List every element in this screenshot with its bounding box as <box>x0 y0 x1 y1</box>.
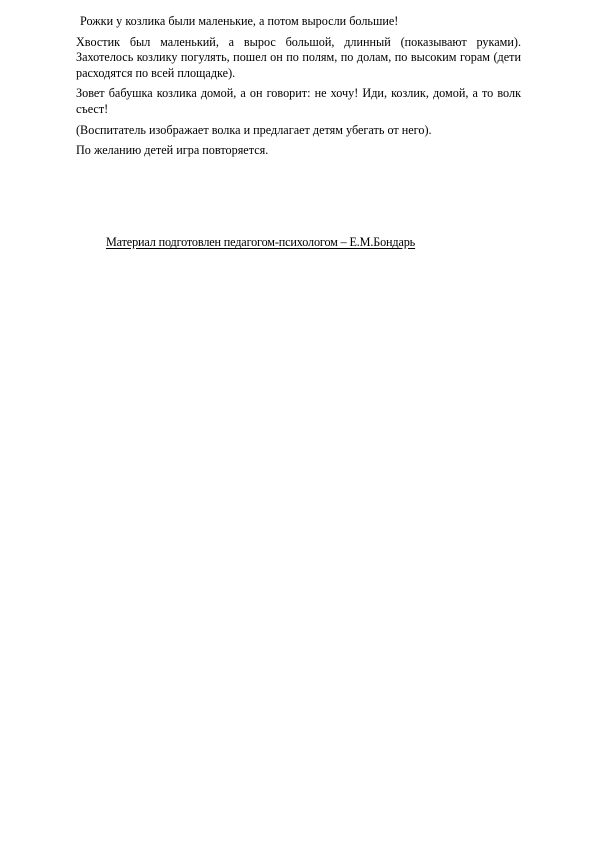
paragraph-goat-tail: Хвостик был маленький, а вырос большой, длинный (показывают руками). Захотелось козлику погулять, пошел он по полям, по долам, по высоким горам (дети расходятся по всей площадке). <box>76 34 521 80</box>
document-body <box>76 14 521 164</box>
paragraph-game-repeat: По желанию детей игра повторяется. <box>76 143 269 158</box>
paragraph-grandma-calls: Зовет бабушка козлика домой, а он говорит: не хочу! Иди, козлик, домой, а то волк съест! <box>76 86 521 116</box>
paragraph-goat-horns: Рожки у козлика были маленькие, а потом выросли большие! <box>80 14 399 28</box>
paragraph-teacher-wolf: (Воспитатель изображает волка и предлагает детям убегать от него). <box>76 122 432 137</box>
author-credit: Материал подготовлен педагогом-психологом – Е.М.Бондарь <box>106 235 416 249</box>
